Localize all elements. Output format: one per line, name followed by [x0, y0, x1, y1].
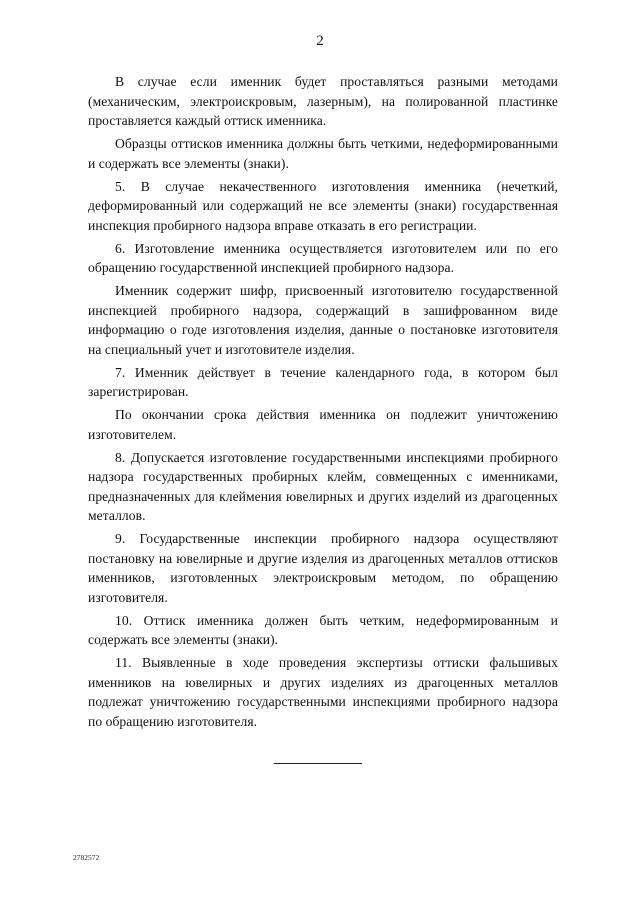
paragraph-item-6: 6. Изготовление именника осуществляется изготовителем или по его обращению государственной инспекцией пробирного надзора.	[88, 240, 558, 275]
page-number: 2	[316, 33, 324, 49]
paragraph-item-5: 5. В случае некачественного изготовления именника (нечеткий, деформированный или содержащий не все элементы (знаки) государственная инспекция пробирного надзора вправе отказать в его регистрации.	[88, 178, 558, 233]
paragraph-item-9: 9. Государственные инспекции пробирного надзора осуществляют постановку на ювелирные и другие изделия из драгоценных металлов оттисков именников, изготовленных электроискровым методом, по обращению изготовителя.	[88, 531, 558, 605]
document-body	[88, 72, 558, 735]
paragraph-item-10: 10. Оттиск именника должен быть четким, недеформированным и содержать все элементы (знаки).	[88, 612, 558, 647]
paragraph-expiry: По окончании срока действия именника он подлежит уничтожению изготовителем.	[88, 407, 558, 442]
paragraph-item-8: 8. Допускается изготовление государственными инспекциями пробирного надзора государственных пробирных клейм, совмещенных с именниками, предназначенных для клеймения ювелирных и других изделий из драгоценных металлов.	[88, 449, 558, 523]
end-divider	[274, 763, 362, 764]
paragraph-multiple-methods: В случае если именник будет проставляться разными методами (механическим, электроискровым, лазерным), на полированной пластинке проставляется каждый оттиск именника.	[88, 74, 558, 128]
paragraph-item-7: 7. Именник действует в течение календарного года, в котором был зарегистрирован.	[88, 364, 558, 399]
paragraph-item-11: 11. Выявленные в ходе проведения экспертизы оттиски фальшивых именников на ювелирных и других изделиях из драгоценных металлов подлежат уничтожению государственными инспекциями пробирного надзора по обращению изготовителя.	[88, 655, 558, 729]
paragraph-impression-samples: Образцы оттисков именника должны быть четкими, недеформированными и содержать все элементы (знаки).	[88, 136, 558, 171]
document-code: 2782572	[73, 853, 100, 862]
paragraph-cipher: Именник содержит шифр, присвоенный изготовителю государственной инспекцией пробирного надзора, содержащий в зашифрованном виде информацию о годе изготовления изделия, данные о постановке изготовителя на специальный учет и изготовителе изделия.	[88, 283, 558, 357]
